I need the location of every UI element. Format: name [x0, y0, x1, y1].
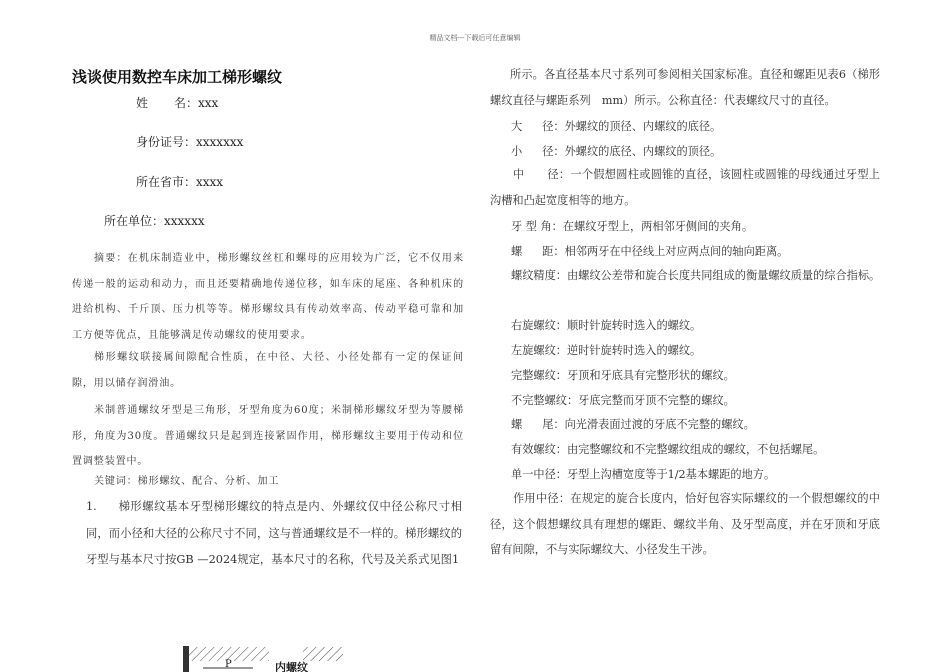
section-1	[86, 494, 462, 574]
term-pitch-b: 距：相邻两牙在中径线上对应两点间的轴向距离。	[542, 245, 789, 258]
section-1-text: 梯形螺纹基本牙型梯形螺纹的特点是内、外螺纹仅中径公称尺寸相同，而小径和大径的公称尺寸不同，这与普通螺纹是不一样的。梯形螺纹的牙型与基本尺寸按GB —2024规定，基本尺寸的名称，代号及关系式见图1	[86, 500, 462, 566]
term-accuracy: 螺纹精度：由螺纹公差带和旋合长度共同组成的衡量螺纹质量的综合指标。	[511, 269, 881, 282]
term-thread-angle: 牙 型 角：在螺纹牙型上，两相邻牙侧间的夹角。	[511, 220, 754, 233]
section-1-number: 1.	[86, 500, 97, 513]
term-pitch-a: 螺	[511, 245, 523, 258]
term-minor-diameter	[511, 143, 721, 159]
page-title: 浅谈使用数控车床加工梯形螺纹	[72, 68, 283, 86]
term-major-a: 大	[511, 120, 523, 133]
figure-label-p: P	[225, 659, 232, 670]
term-major-b: 径：外螺纹的顶径、内螺纹的底径。	[542, 120, 722, 133]
term-major-diameter	[511, 118, 721, 134]
thread-diagram	[183, 644, 343, 672]
term-left-hand: 左旋螺纹：逆时针旋转时选入的螺纹。	[511, 344, 702, 357]
name-label-part2: 名：xxx	[174, 96, 219, 110]
term-pitch	[511, 243, 788, 259]
abstract-paragraph-3: 米制普通螺纹牙型是三角形，牙型角度为60度；米制梯形螺纹牙型为等腰梯形，角度为30度。普通螺纹只是起到连接紧固作用，梯形螺纹主要用于传动和位置调整装置中。	[72, 405, 464, 467]
term-runout-a: 螺	[511, 418, 523, 431]
term-runout	[511, 416, 755, 432]
term-effective: 有效螺纹：由完整螺纹和不完整螺纹组成的螺纹，不包括螺尾。	[511, 443, 825, 456]
name-label-part1: 姓	[136, 96, 149, 110]
abstract-paragraph-2: 梯形螺纹联接属间隙配合性质，在中径、大径、小径处都有一定的保证间隙，用以储存润滑油。	[72, 352, 464, 389]
right-paragraph-continuation: 所示。各直径基本尺寸系列可参阅相关国家标准。直径和螺距见表6（梯形螺纹直径与螺距系列 mm）所示。公称直径：代表螺纹尺寸的直径。	[490, 68, 880, 107]
figure-label-inner: 内螺纹	[275, 661, 308, 672]
abstract-paragraph-1: 摘要：在机床制造业中，梯形螺纹丝杠和螺母的应用较为广泛，它不仅用来传递一般的运动和动力，而且还要精确地传递位移，如车床的尾座、各种机床的进给机构、千斤顶、压力机等等。梯形螺纹具有传动效率高、传动平稳可靠和加工方便等优点，且能够满足传动螺纹的使用要求。	[72, 253, 464, 341]
thread-figure	[183, 644, 343, 672]
term-minor-a: 小	[511, 145, 523, 158]
figure-wall	[183, 646, 189, 672]
term-single-pitch: 单一中径：牙型上沟槽宽度等于1/2基本螺距的地方。	[511, 468, 776, 481]
province-line: 所在省市：xxxx	[136, 175, 224, 189]
name-line	[136, 94, 218, 111]
header-note: 精品文档---下载后可任意编辑	[429, 34, 521, 42]
figure-hatch-right	[303, 647, 343, 661]
term-incomplete: 不完整螺纹：牙底完整而牙顶不完整的螺纹。	[511, 394, 735, 407]
term-pitch-diameter: 中 径：一个假想圆柱或圆锥的直径，该圆柱或圆锥的母线通过牙型上沟槽和凸起宽度相等的地方。	[490, 168, 880, 207]
term-right-hand: 右旋螺纹：顺时针旋转时选入的螺纹。	[511, 319, 702, 332]
keywords: 关键词：梯形螺纹、配合、分析、加工	[94, 476, 280, 487]
term-minor-b: 径：外螺纹的底径、内螺纹的顶径。	[542, 145, 722, 158]
id-line: 身份证号：xxxxxxx	[136, 135, 244, 149]
term-complete: 完整螺纹：牙顶和牙底具有完整形状的螺纹。	[511, 369, 735, 382]
term-runout-b: 尾：向光滑表面过渡的牙底不完整的螺纹。	[542, 418, 755, 431]
unit-line: 所在单位：xxxxxx	[104, 214, 205, 228]
term-effective-pitch: 作用中径：在规定的旋合长度内，恰好包容实际螺纹的一个假想螺纹的中径，这个假想螺纹具有理想的螺距、螺纹半角、及牙型高度，并在牙顶和牙底留有间隙，不与实际螺纹大、小径发生干涉。	[490, 492, 880, 556]
